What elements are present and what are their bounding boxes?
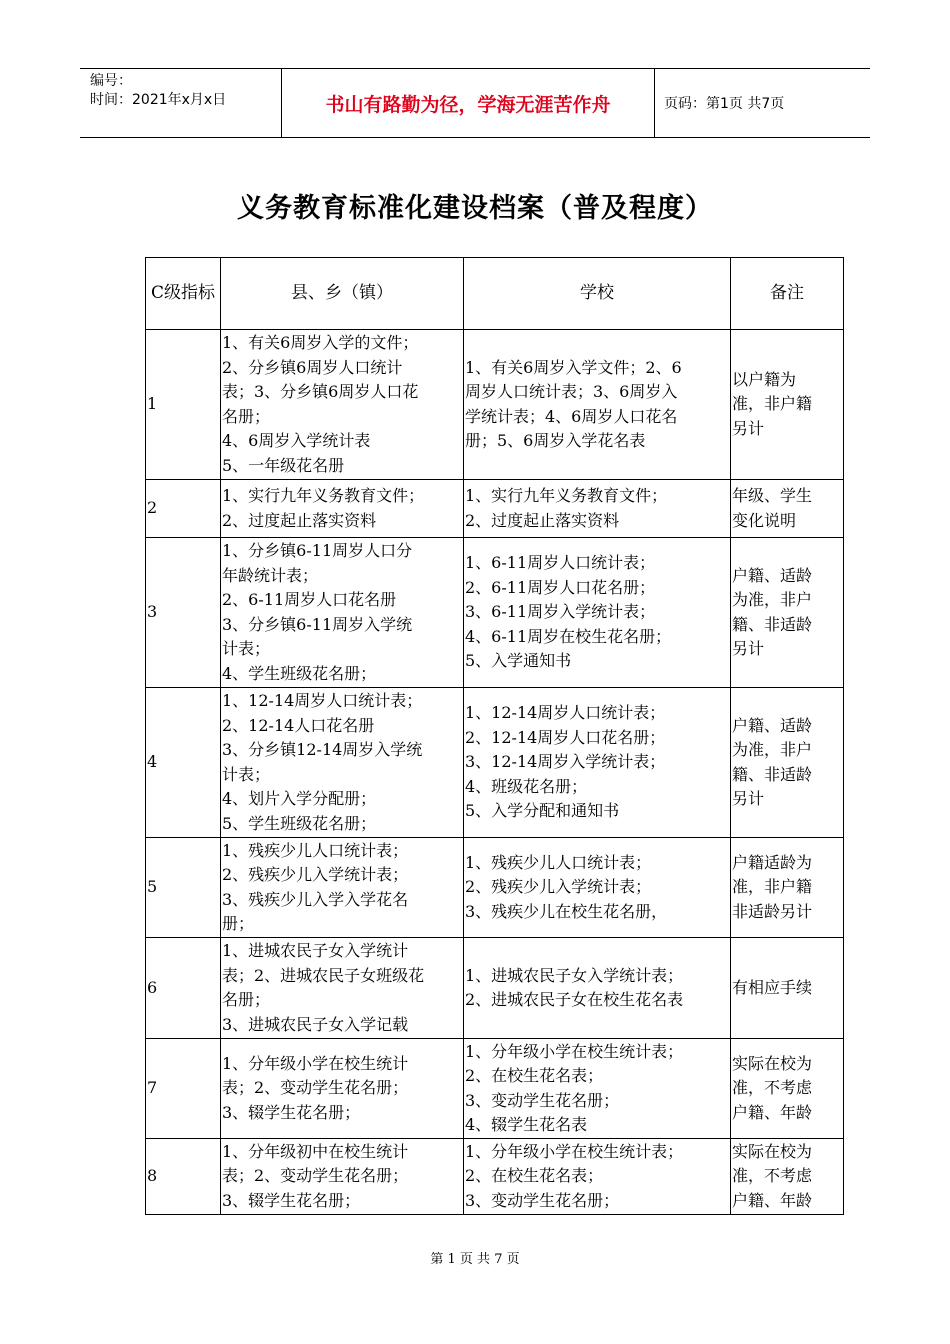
cell-county (221, 480, 464, 538)
county-line: 年龄统计表； (222, 565, 319, 585)
cell-school (464, 330, 731, 480)
table-row (146, 1139, 844, 1215)
table-row (146, 938, 844, 1039)
note-line: 另计 (732, 418, 765, 438)
school-line: 2、12-14周岁人口花名册； (465, 727, 666, 747)
school-line: 学统计表；4、6周岁人口花名 (465, 406, 678, 426)
school-line: 2、在校生花名表； (465, 1166, 604, 1186)
school-line: 3、6-11周岁入学统计表； (465, 602, 656, 622)
note-line: 年级、学生 (732, 486, 813, 505)
county-line: 3、残疾少儿入学入学花名 (222, 889, 409, 909)
school-line: 1、进城农民子女入学统计表； (465, 965, 684, 985)
county-line: 表；2、变动学生花名册； (222, 1078, 409, 1098)
note-line: 准，不考虑 (732, 1166, 813, 1186)
cell-school (464, 938, 731, 1039)
county-line: 计表； (222, 639, 271, 658)
cell-note (731, 480, 844, 538)
county-line: 1、分乡镇6-11周岁人口分 (222, 541, 413, 560)
school-line: 5、入学通知书 (465, 651, 572, 671)
county-line: 3、辍学生花名册； (222, 1102, 361, 1122)
county-line: 表；3、分乡镇6周岁人口花 (222, 382, 419, 401)
page-header (80, 68, 870, 138)
school-line: 4、6-11周岁在校生花名册； (465, 626, 672, 646)
county-line: 3、分乡镇12-14周岁入学统 (222, 740, 423, 759)
school-line: 1、12-14周岁人口统计表； (465, 703, 666, 723)
document-title: 义务教育标准化建设档案（普及程度） (237, 193, 713, 224)
note-line: 非适龄另计 (732, 901, 813, 921)
school-line: 周岁人口统计表；3、6周岁入 (465, 382, 678, 401)
table-row (146, 838, 844, 938)
cell-note (731, 838, 844, 938)
county-line: 1、分年级小学在校生统计 (222, 1053, 409, 1073)
note-line: 准，非户籍 (732, 877, 813, 897)
county-line: 名册； (222, 406, 271, 426)
note-line: 实际在校为 (732, 1053, 813, 1073)
school-line: 5、入学分配和通知书 (465, 801, 620, 821)
county-line: 4、划片入学分配册； (222, 789, 377, 808)
row-index: 6 (146, 938, 221, 1039)
county-line: 表；2、进城农民子女班级花 (222, 965, 425, 985)
school-line: 1、6-11周岁人口统计表； (465, 553, 656, 573)
cell-school (464, 538, 731, 688)
school-line: 3、变动学生花名册； (465, 1190, 620, 1210)
cell-note (731, 1039, 844, 1139)
cell-school (464, 480, 731, 538)
cell-school (464, 688, 731, 838)
county-line: 1、实行九年义务教育文件； (222, 486, 425, 505)
note-line: 准，非户籍 (732, 394, 813, 414)
school-line: 2、6-11周岁人口花名册； (465, 577, 656, 597)
county-line: 2、过度起止落实资料 (222, 510, 377, 530)
county-line: 1、有关6周岁入学的文件； (222, 333, 419, 352)
row-index: 5 (146, 838, 221, 938)
school-line: 1、残疾少儿人口统计表； (465, 852, 652, 872)
header-note: 备注 (731, 258, 844, 330)
cell-county (221, 688, 464, 838)
table-row (146, 1039, 844, 1139)
header-c-level: C级指标 (146, 258, 221, 330)
cell-school (464, 1139, 731, 1215)
school-line: 1、有关6周岁入学文件；2、6 (465, 357, 682, 377)
county-line: 1、进城农民子女入学统计 (222, 941, 409, 960)
note-line: 以户籍为 (732, 369, 797, 389)
county-line: 5、学生班级花名册； (222, 813, 377, 833)
cell-note (731, 688, 844, 838)
note-line: 户籍、适龄 (732, 715, 813, 735)
time-label: 时间：2021年x月x日 (90, 92, 227, 108)
county-line: 1、12-14周岁人口统计表； (222, 691, 423, 710)
school-line: 3、变动学生花名册； (465, 1090, 620, 1110)
school-line: 册；5、6周岁入学花名表 (465, 431, 646, 450)
header-county: 县、乡（镇） (221, 258, 464, 330)
school-line: 2、残疾少儿入学统计表； (465, 877, 652, 897)
cell-note (731, 330, 844, 480)
school-line: 1、分年级小学在校生统计表； (465, 1141, 684, 1161)
row-index: 2 (146, 480, 221, 538)
county-line: 2、残疾少儿入学统计表； (222, 865, 409, 884)
county-line: 计表； (222, 764, 271, 784)
header-page-info: 页码：第1页 共7页 (664, 96, 785, 112)
school-line: 1、分年级小学在校生统计表； (465, 1041, 684, 1061)
county-line: 册； (222, 914, 255, 933)
cell-county (221, 1039, 464, 1139)
cell-county (221, 938, 464, 1039)
cell-school (464, 1039, 731, 1139)
county-line: 表；2、变动学生花名册； (222, 1166, 409, 1186)
table-row (146, 480, 844, 538)
county-line: 3、进城农民子女入学记载 (222, 1014, 409, 1034)
cell-note (731, 538, 844, 688)
note-line: 户籍适龄为 (732, 852, 813, 872)
county-line: 2、6-11周岁人口花名册 (222, 590, 397, 609)
code-label: 编号： (90, 73, 132, 89)
note-line: 户籍、年龄 (732, 1190, 813, 1210)
school-line: 2、在校生花名表； (465, 1066, 604, 1085)
page-footer: 第 1 页 共 7 页 (430, 1252, 520, 1267)
county-line: 1、残疾少儿人口统计表； (222, 840, 409, 860)
note-line: 实际在校为 (732, 1141, 813, 1161)
cell-school (464, 838, 731, 938)
archive-table (145, 257, 844, 1215)
county-line: 5、一年级花名册 (222, 455, 345, 475)
school-line: 4、班级花名册； (465, 776, 588, 796)
county-line: 2、分乡镇6周岁人口统计 (222, 357, 403, 377)
note-line: 另计 (732, 789, 765, 808)
row-index: 7 (146, 1039, 221, 1139)
county-line: 4、6周岁入学统计表 (222, 431, 371, 450)
county-line: 3、分乡镇6-11周岁入学统 (222, 614, 413, 634)
cell-county (221, 1139, 464, 1215)
school-line: 3、12-14周岁入学统计表； (465, 752, 666, 772)
county-line: 名册； (222, 990, 271, 1009)
note-line: 有相应手续 (732, 977, 813, 997)
table-row (146, 688, 844, 838)
note-line: 户籍、适龄 (732, 565, 813, 585)
note-line: 户籍、年龄 (732, 1102, 813, 1122)
row-index: 8 (146, 1139, 221, 1215)
school-line: 2、过度起止落实资料 (465, 510, 620, 530)
school-line: 4、辍学生花名表 (465, 1115, 588, 1134)
table-row (146, 330, 844, 480)
county-line: 1、分年级初中在校生统计 (222, 1141, 409, 1161)
cell-county (221, 538, 464, 688)
school-line: 3、残疾少儿在校生花名册， (465, 901, 668, 921)
note-line: 为准，非户 (732, 590, 813, 609)
table-row (146, 538, 844, 688)
county-line: 2、12-14人口花名册 (222, 715, 375, 735)
header-school: 学校 (464, 258, 731, 330)
note-line: 另计 (732, 639, 765, 658)
cell-note (731, 938, 844, 1039)
row-index: 1 (146, 330, 221, 480)
county-line: 3、辍学生花名册； (222, 1190, 361, 1210)
header-motto: 书山有路勤为径，学海无涯苦作舟 (282, 69, 655, 137)
school-line: 1、实行九年义务教育文件； (465, 486, 668, 505)
note-line: 变化说明 (732, 510, 797, 530)
note-line: 籍、非适龄 (732, 764, 813, 784)
cell-county (221, 838, 464, 938)
row-index: 3 (146, 538, 221, 688)
note-line: 准，不考虑 (732, 1078, 813, 1098)
cell-note (731, 1139, 844, 1215)
note-line: 籍、非适龄 (732, 614, 813, 634)
row-index: 4 (146, 688, 221, 838)
note-line: 为准，非户 (732, 740, 813, 759)
header-meta (80, 69, 282, 137)
school-line: 2、进城农民子女在校生花名表 (465, 990, 684, 1009)
county-line: 4、学生班级花名册； (222, 663, 377, 683)
cell-county (221, 330, 464, 480)
table-header-row (146, 258, 844, 330)
